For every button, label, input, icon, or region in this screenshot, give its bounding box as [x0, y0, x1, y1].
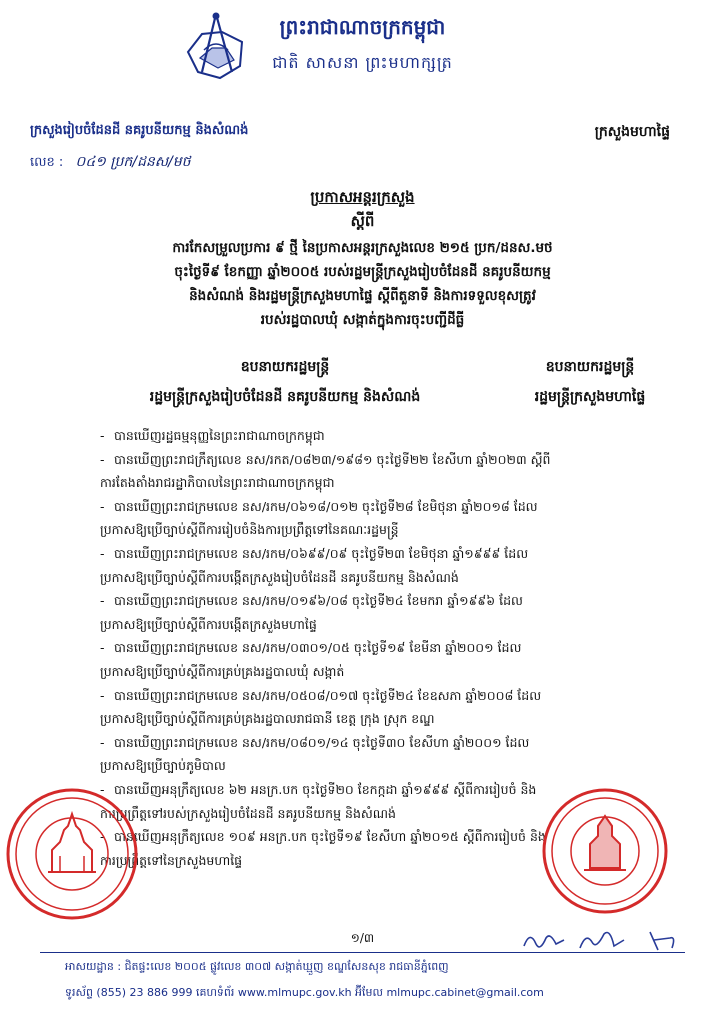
- signatory-left-title: រដ្ឋមន្ត្រីក្រសួងរៀបចំដែនដី នគរូបនីយកម្ម និងសំណង់: [149, 389, 421, 405]
- signatory-left: [70, 352, 500, 412]
- footer-contact: ទូរស័ព្ទ (855) 23 886 999 គេហទំព័រ www.mlmupc.gov.kh អ៊ីមែល mlmupc.cabinet@gmail.com: [65, 986, 544, 999]
- kingdom-title: ព្រះរាជាណាចក្រកម្ពុជា: [279, 15, 446, 39]
- list-item: - បានឃើញព្រះរាជក្រមលេខ នស/រកម/០៦១៨/០១២ ចុះថ្ងៃទី២៨ ខែមិថុនា ឆ្នាំ២០១៨ ដែល: [100, 495, 700, 519]
- list-item: - បានឃើញព្រះរាជក្រមលេខ នស/រកម/០១៩៦/០៨ ចុះថ្ងៃទី២៤ ខែមករា ឆ្នាំ១៩៩៦ ដែល: [100, 589, 700, 613]
- list-item-continuation: ការតែងតាំងរាជរដ្ឋាភិបាលនៃព្រះរាជាណាចក្រកម្ពុជា: [100, 475, 335, 491]
- document-subject-label: ស្តីពី: [350, 212, 375, 230]
- reference-number: [30, 152, 191, 173]
- footer-divider: [40, 952, 685, 953]
- list-item-continuation: ប្រកាសឱ្យប្រើច្បាប់ស្តីពីការគ្រប់គ្រងរដ្ឋបាលឃុំ សង្កាត់: [100, 663, 345, 679]
- list-item-continuation: ការប្រព្រឹត្តទៅរបស់ក្រសួងរៀបចំដែនដី នគរូបនីយកម្ម និងសំណង់: [100, 805, 396, 821]
- list-item: - បានឃើញរដ្ឋធម្មនុញ្ញនៃព្រះរាជាណាចក្រកម្ពុជា: [100, 424, 700, 448]
- subject-line: ការកែសម្រួលប្រការ ៩ ថ្មី នៃប្រកាសអន្តរក្រសួងលេខ ២១៥ ប្រក/ដនស.មថ: [172, 240, 553, 256]
- document-subject: [40, 236, 685, 332]
- ministry-seal-left-icon: [4, 786, 140, 922]
- page-number: ១/៣: [350, 931, 375, 945]
- subject-line: និងសំណង់ និងរដ្ឋមន្ត្រីក្រសួងមហាផ្ទៃ ស្តីពីតួនាទី និងការទទួលខុសត្រូវ: [189, 288, 536, 304]
- list-item-continuation: ប្រកាសឱ្យប្រើច្បាប់ស្តីពីការបង្កើតក្រសួងមហាផ្ទៃ: [100, 616, 317, 632]
- list-item: - បានឃើញអនុក្រឹត្យលេខ ៦២ អនក្រ.បក ចុះថ្ងៃទី២០ ខែកក្កដា ឆ្នាំ១៩៩៩ ស្តីពីការរៀបចំ និង: [100, 778, 700, 802]
- reference-value: ០៤១ ប្រក/ដនស/មថ: [75, 154, 191, 170]
- national-motto: ជាតិ សាសនា ព្រះមហាក្សត្រ: [272, 53, 453, 72]
- list-item-continuation: ប្រកាសឱ្យប្រើច្បាប់ភូមិបាល: [100, 758, 226, 774]
- list-item: - បានឃើញព្រះរាជក្រឹត្យលេខ នស/រកត/០៨២៣/១៩៨១ ចុះថ្ងៃទី២២ ខែសីហា ឆ្នាំ២០២៣ ស្តីពី: [100, 448, 700, 472]
- list-item-continuation: ប្រកាសឱ្យប្រើច្បាប់ស្តីពីការរៀបចំនិងការប្រព្រឹត្តទៅនៃគណៈរដ្ឋមន្ត្រី: [100, 522, 399, 538]
- signatory-left-rank: ឧបនាយករដ្ឋមន្ត្រី: [240, 359, 330, 375]
- subject-line: ចុះថ្ងៃទី៩ ខែកញ្ញា ឆ្នាំ២០០៥ របស់រដ្ឋមន្ត្រីក្រសួងរៀបចំដែនដី នគរូបនីយកម្ម: [174, 264, 551, 280]
- list-item: - បានឃើញអនុក្រឹត្យលេខ ១០៩ អនក្រ.បក ចុះថ្ងៃទី១៩ ខែសីហា ឆ្នាំ២០១៥ ស្តីពីការរៀបចំ និង: [100, 825, 700, 849]
- list-item: - បានឃើញព្រះរាជក្រមលេខ នស/រកម/០៣០១/០៥ ចុះថ្ងៃទី១៩ ខែមីនា ឆ្នាំ២០០១ ដែល: [100, 636, 700, 660]
- footer-address: អាសយដ្ឋាន : ជិតផ្ទះលេខ ២០០៥ ផ្លូវលេខ ៣០៧ សង្កាត់ឃ្មួញ ខណ្ឌសែនសុខ រាជធានីភ្នំពេញ: [65, 960, 449, 973]
- signatory-right-title: រដ្ឋមន្ត្រីក្រសួងមហាផ្ទៃ: [534, 389, 646, 405]
- list-item-continuation: ការប្រព្រឹត្តទៅនៃក្រសួងមហាផ្ទៃ: [100, 852, 243, 868]
- signatory-right-rank: ឧបនាយករដ្ឋមន្ត្រី: [545, 359, 635, 375]
- document-title: ប្រកាសអន្តរក្រសួង: [310, 188, 415, 206]
- list-item: - បានឃើញព្រះរាជក្រមលេខ នស/រកម/០៨០១/១៤ ចុះថ្ងៃទី៣០ ខែសីហា ឆ្នាំ២០០១ ដែល: [100, 731, 700, 755]
- reference-label: លេខ :: [30, 155, 64, 170]
- list-item: - បានឃើញព្រះរាជក្រមលេខ នស/រកម/០៥០៨/០១៧ ចុះថ្ងៃទី២៤ ខែឧសភា ឆ្នាំ២០០៨ ដែល: [100, 684, 700, 708]
- list-item: - បានឃើញព្រះរាជក្រមលេខ នស/រកម/០៦៩៩/០៩ ចុះថ្ងៃទី២៣ ខែមិថុនា ឆ្នាំ១៩៩៩ ដែល: [100, 542, 700, 566]
- ministry-left-name: ក្រសួងរៀបចំដែនដី នគរូបនីយកម្ម និងសំណង់: [30, 123, 249, 138]
- list-item-continuation: ប្រកាសឱ្យប្រើច្បាប់ស្តីពីការគ្រប់គ្រងរដ្ឋបាលរាជធានី ខេត្ត ក្រុង ស្រុក ខណ្ឌ: [100, 711, 435, 727]
- subject-line: របស់រដ្ឋបាលឃុំ សង្កាត់ក្នុងការចុះបញ្ជីដីធ្លី: [260, 312, 465, 328]
- ministry-seal-right-icon: [540, 786, 670, 916]
- list-item-continuation: ប្រកាសឱ្យប្រើច្បាប់ស្តីពីការបង្កើតក្រសួងរៀបចំដែនដី នគរូបនីយកម្ម និងសំណង់: [100, 569, 459, 585]
- signatory-right: [490, 352, 690, 412]
- ministry-right-name: ក្រសួងមហាផ្ទៃ: [594, 124, 670, 140]
